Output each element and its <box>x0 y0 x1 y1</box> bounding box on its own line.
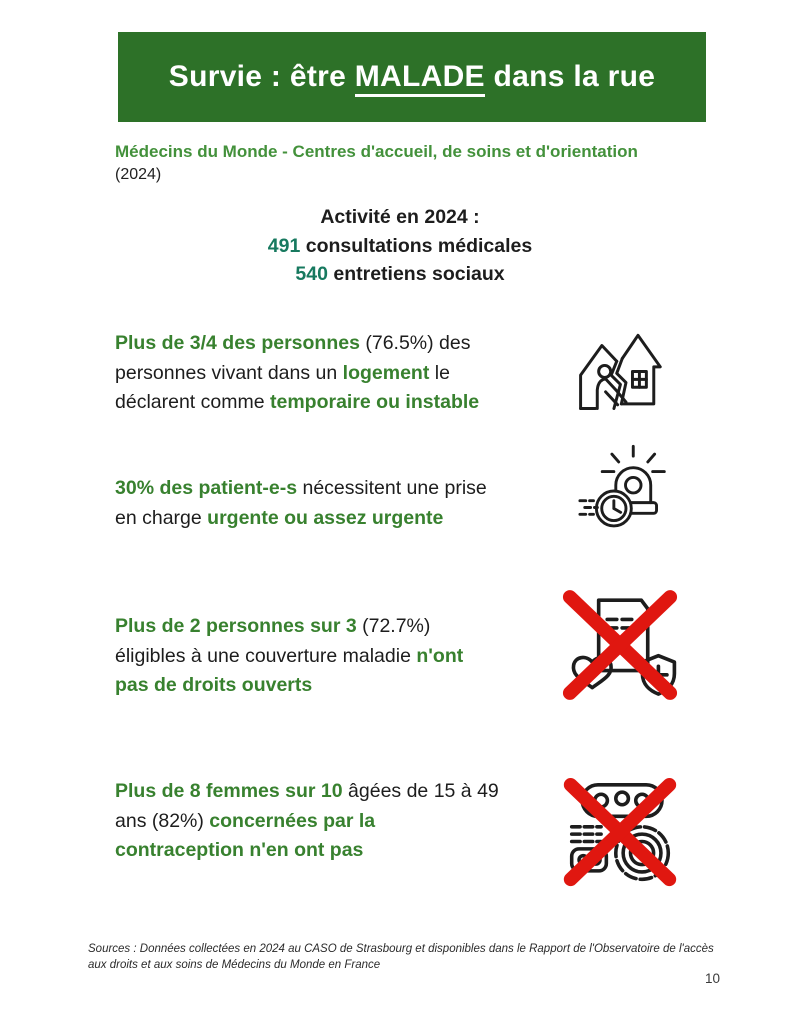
text-segment: Plus de 2 personnes sur 3 <box>115 615 357 637</box>
text-segment: âgées de 15 à 49 <box>342 780 499 802</box>
homeless-house-icon <box>573 327 666 415</box>
page-title-pre: Survie : être <box>168 60 355 93</box>
organization-subtitle: Médecins du Monde - Centres d'accueil, de soins et d'orientation <box>115 142 638 161</box>
stat-contraception <box>115 777 595 866</box>
sources-line-2: aux droits et aux soins de Médecins du Monde en France <box>88 959 381 971</box>
stat-health-coverage <box>115 612 595 701</box>
text-segment: en charge <box>115 506 208 529</box>
activity-consultations <box>140 232 660 261</box>
text-segment: contraception n'en ont pas <box>115 839 364 861</box>
text-segment: le <box>429 361 450 384</box>
text-segment: Plus de 8 femmes sur 10 <box>115 780 343 802</box>
page-title-underlined: MALADE <box>355 60 485 97</box>
text-segment: Plus de 3/4 des personnes <box>115 332 360 354</box>
text-segment: n'ont <box>416 644 464 667</box>
text-segment: logement <box>342 361 430 384</box>
text-segment: urgente ou assez urgente <box>207 506 444 529</box>
text-segment: personnes vivant dans un <box>115 361 343 384</box>
activity-summary <box>140 203 660 289</box>
text-segment: pas de droits ouverts <box>115 674 313 696</box>
header-banner <box>118 32 706 122</box>
report-year: (2024) <box>115 166 162 183</box>
text-segment: entretiens sociaux <box>327 263 505 285</box>
sources-note <box>88 941 748 973</box>
stat-urgent-care <box>115 474 595 533</box>
text-segment: 30% des patient-e-s <box>115 477 298 499</box>
contraception-crossed-icon <box>556 768 684 894</box>
text-segment: temporaire ou instable <box>269 391 480 413</box>
health-coverage-crossed-icon <box>556 581 684 709</box>
text-segment: nécessitent une prise <box>297 477 487 499</box>
page-number: 10 <box>705 971 721 986</box>
urgent-care-siren-icon <box>577 442 674 540</box>
text-segment: (76.5%) des <box>359 332 471 354</box>
stat-housing <box>115 329 595 418</box>
sources-line-1: Sources : Données collectées en 2024 au CASO de Strasbourg et disponibles dans le Rapport de l'Observatoire de l'accès <box>88 943 714 955</box>
page-title-post: dans la rue <box>484 60 656 93</box>
text-segment: ans (82%) <box>115 809 210 832</box>
page-title <box>169 60 655 94</box>
text-segment: déclarent comme <box>115 391 270 413</box>
text-segment: concernées par la <box>209 809 376 832</box>
activity-interviews <box>140 260 660 289</box>
text-segment: éligibles à une couverture maladie <box>115 644 417 667</box>
text-segment: consultations médicales <box>300 234 533 257</box>
text-segment: 540 <box>295 263 328 285</box>
text-segment: 491 <box>267 234 301 257</box>
text-segment: (72.7%) <box>356 615 431 637</box>
activity-title: Activité en 2024 : <box>320 206 480 228</box>
